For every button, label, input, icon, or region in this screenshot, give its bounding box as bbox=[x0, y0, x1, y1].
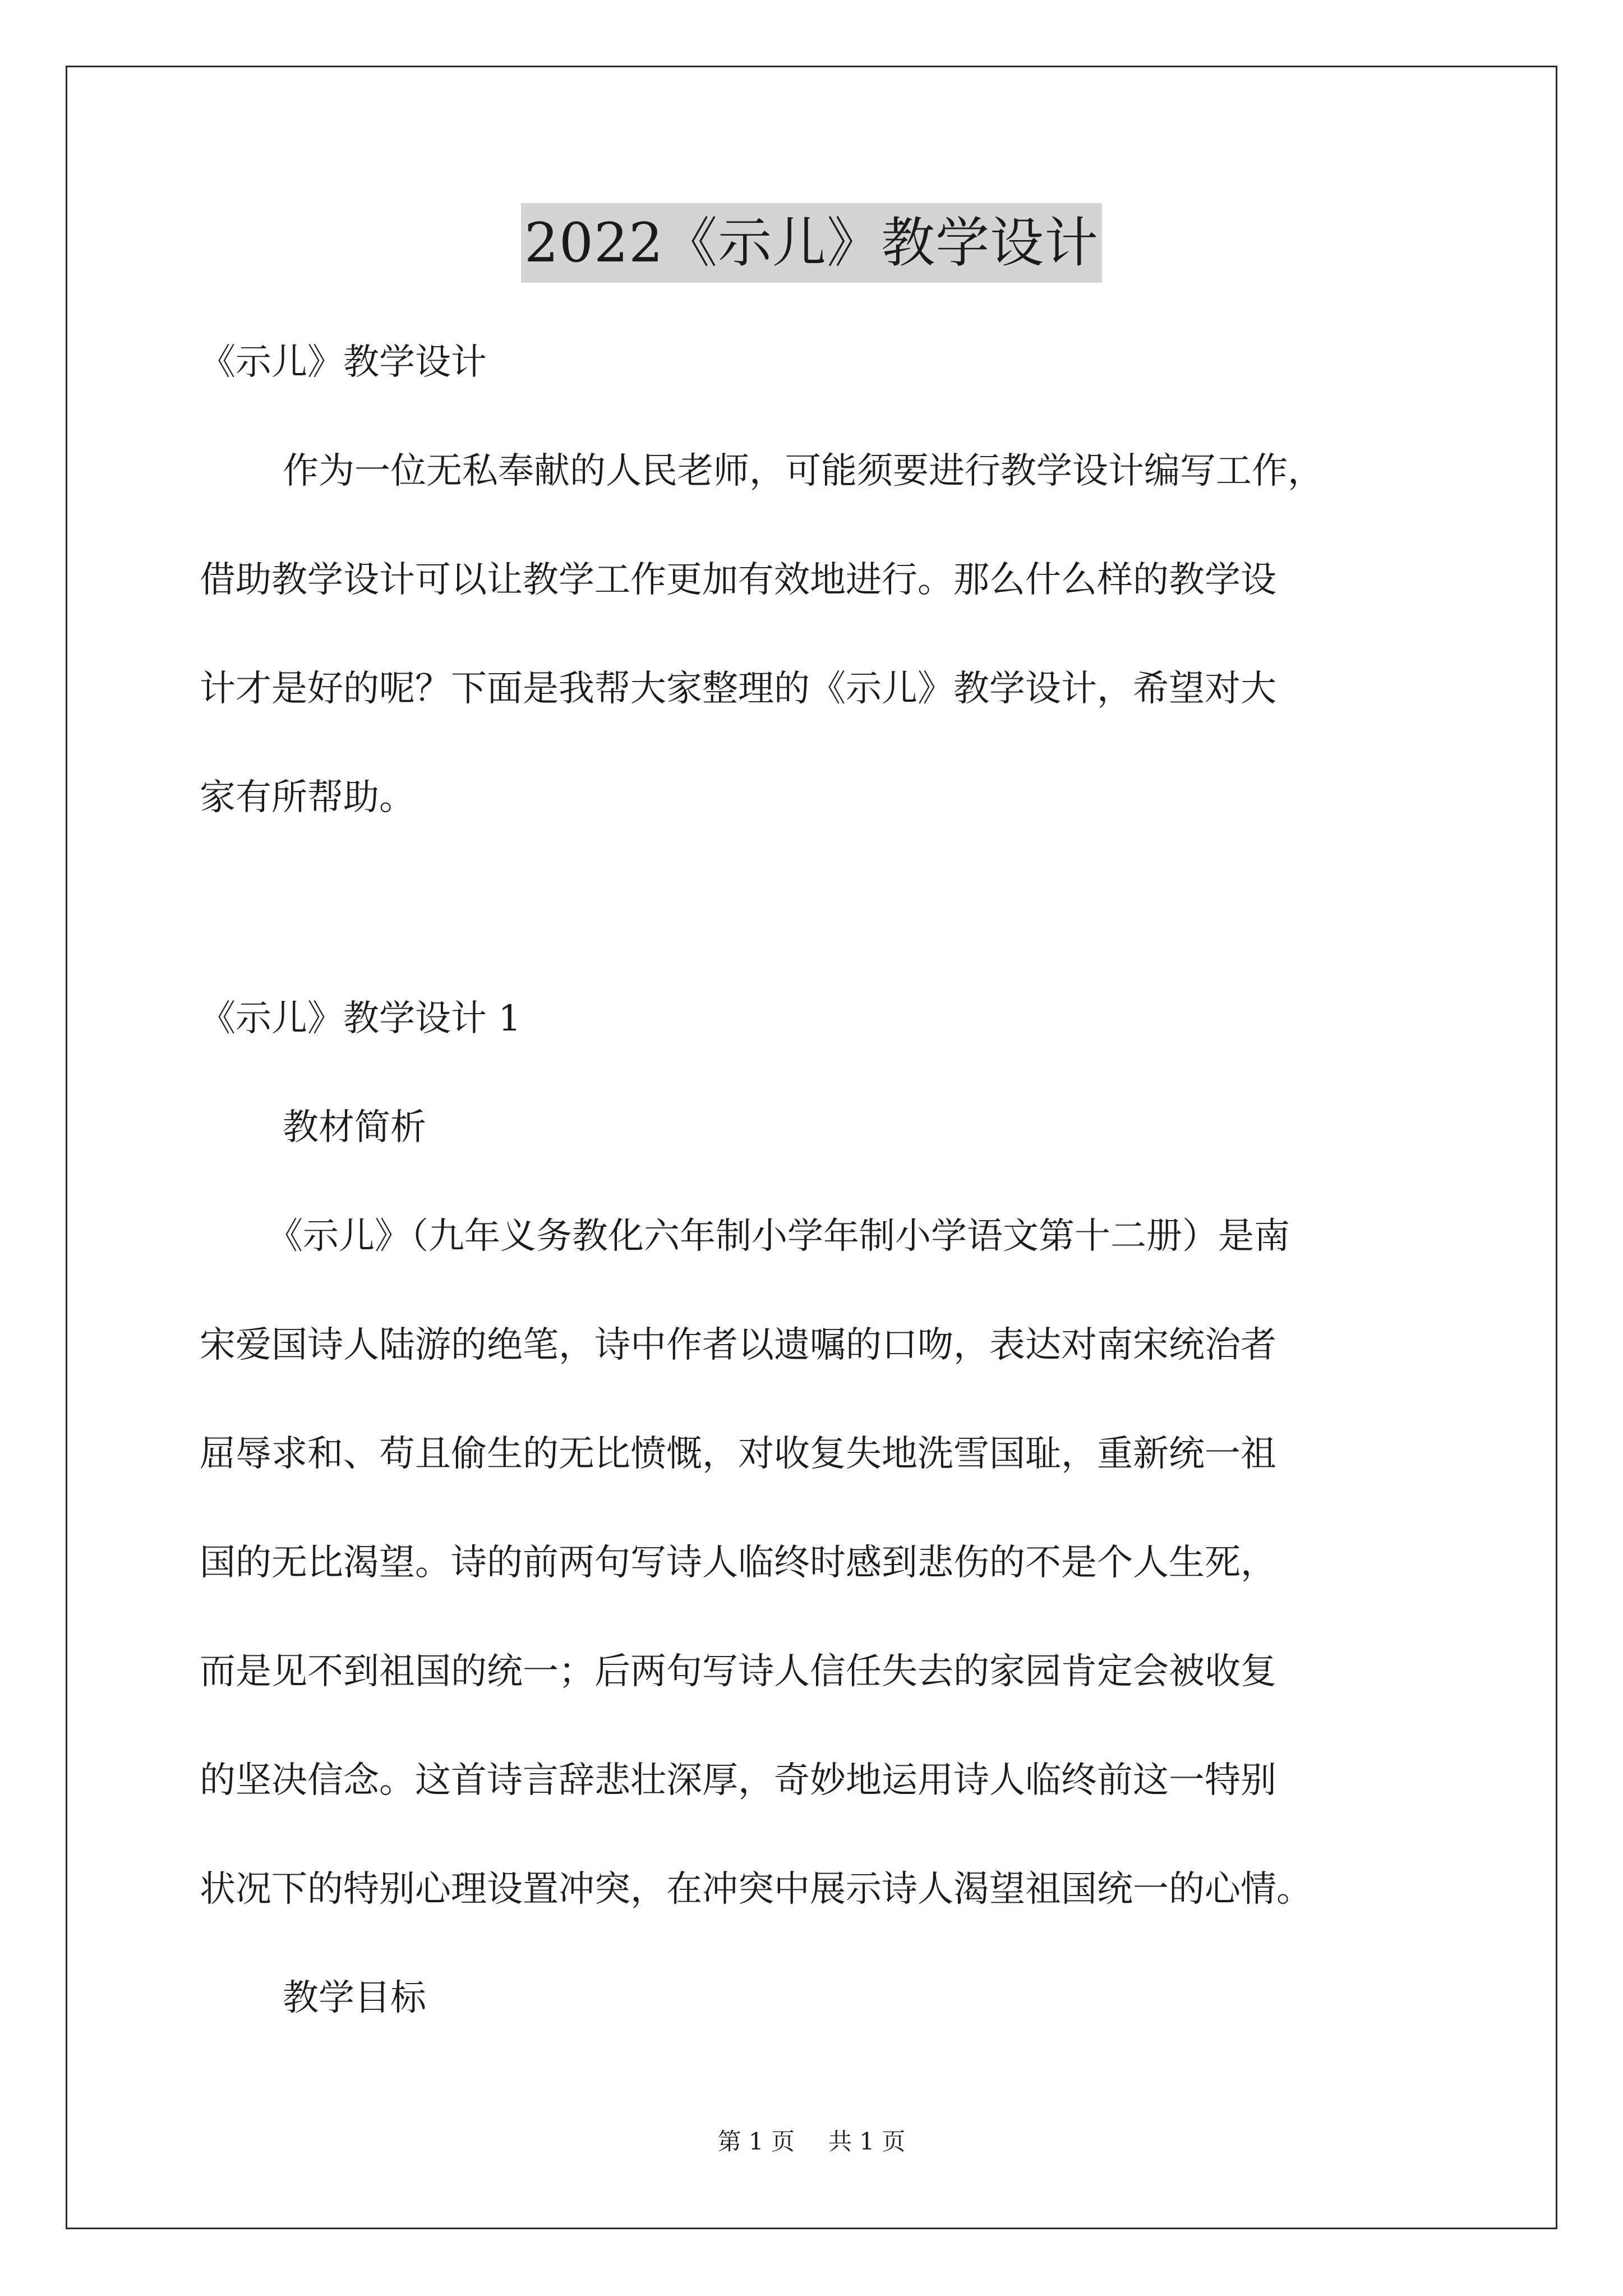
intro-line-2: 借助教学设计可以让教学工作更加有效地进行。那么什么样的教学设 bbox=[200, 559, 1276, 601]
intro-line-1: 作为一位无私奉献的人民老师，可能须要进行教学设计编写工作， bbox=[283, 450, 1324, 492]
title-container bbox=[0, 203, 1623, 283]
document-subtitle: 《示儿》教学设计 bbox=[200, 342, 487, 383]
intro-line-3: 计才是好的呢？下面是我帮大家整理的《示儿》教学设计，希望对大 bbox=[200, 668, 1276, 710]
material-line-3: 屈辱求和、苟且偷生的无比愤慨，对收复失地洗雪国耻，重新统一祖 bbox=[200, 1433, 1276, 1475]
document-title: 2022《示儿》教学设计 bbox=[521, 203, 1102, 283]
material-line-6: 的坚决信念。这首诗言辞悲壮深厚，奇妙地运用诗人临终前这一特别 bbox=[200, 1760, 1276, 1801]
page-number-current: 第 1 页 bbox=[717, 2128, 795, 2155]
section-title: 《示儿》教学设计 1 bbox=[200, 998, 522, 1039]
page-footer bbox=[0, 2126, 1623, 2157]
material-line-1: 《示儿》（九年义务教化六年制小学年制小学语文第十二册）是南 bbox=[267, 1216, 1290, 1257]
material-line-4: 国的无比渴望。诗的前两句写诗人临终时感到悲伤的不是个人生死， bbox=[200, 1542, 1276, 1584]
page-number-total: 共 1 页 bbox=[828, 2128, 906, 2155]
material-line-7: 状况下的特别心理设置冲突，在冲突中展示诗人渴望祖国统一的心情。 bbox=[200, 1869, 1312, 1910]
heading-material: 教材简析 bbox=[283, 1107, 426, 1148]
material-line-5: 而是见不到祖国的统一；后两句写诗人信任失去的家园肯定会被收复 bbox=[200, 1651, 1276, 1692]
material-line-2: 宋爱国诗人陆游的绝笔，诗中作者以遗嘱的口吻，表达对南宋统治者 bbox=[200, 1324, 1276, 1366]
intro-line-4: 家有所帮助。 bbox=[200, 777, 415, 818]
heading-goals: 教学目标 bbox=[283, 1977, 426, 2019]
